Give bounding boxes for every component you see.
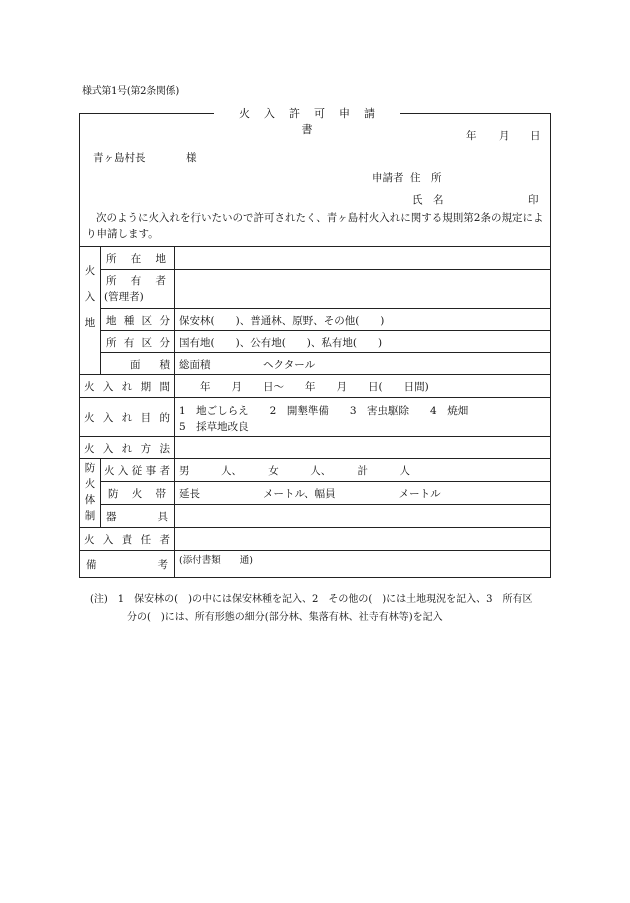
form-title: 火入許可申請書 [214, 105, 400, 137]
row-line [100, 352, 551, 353]
group-col-line [100, 246, 101, 374]
value-land-type: 保安林( )、普通林、原野、その他( ) [179, 315, 385, 327]
name-label: 氏 名 [412, 194, 444, 206]
intro-text: 次のように火入れを行いたいので許可されたく、青ヶ島村火入れに関する規則第2条の規定により申請します。 [86, 212, 544, 240]
group-col-line [100, 458, 101, 527]
value-workers: 男 人、 女 人、 計 人 [179, 465, 410, 477]
row-line [100, 330, 551, 331]
year-label: 年 [466, 130, 477, 142]
label-area: 面積 [130, 359, 170, 371]
note-line-1: (注) 1 保安林の( )の中には保安林種を記入、2 その他の( )には土地現況を記入、3 所有区 [90, 594, 533, 605]
applicant-label: 申請者 [372, 172, 404, 184]
form-number: 様式第1号(第2条関係) [82, 86, 179, 97]
row-line [79, 397, 551, 398]
row-line [79, 436, 551, 437]
label-period: 火入れ期間 [84, 381, 170, 393]
label-firebreak: 防火帯 [108, 488, 166, 500]
row-line [79, 550, 551, 551]
row-line [100, 504, 551, 505]
label-owner: 所有者 [106, 275, 166, 287]
value-period: 年 月 日〜 年 月 日( 日間) [200, 381, 429, 393]
month-label: 月 [499, 130, 510, 142]
honorific: 様 [186, 152, 197, 164]
label-responsible: 火入責任者 [84, 534, 170, 546]
address-label: 住 所 [410, 172, 442, 184]
row-line [100, 269, 551, 270]
row-line [100, 481, 551, 482]
label-land-type: 地種区分 [106, 315, 170, 327]
addressee: 青ヶ島村長 [93, 152, 146, 164]
day-label: 日 [530, 130, 541, 142]
value-purpose-line2: 5 採草地改良 [179, 421, 249, 433]
label-col-line [174, 246, 175, 578]
label-purpose: 火入れ目的 [84, 412, 170, 424]
label-equipment: 器具 [106, 511, 168, 523]
label-remarks: 備考 [86, 559, 168, 571]
value-firebreak: 延長 メートル、幅員 メートル [179, 488, 441, 500]
label-workers: 火入従事者 [104, 465, 170, 477]
table-top-line [79, 246, 551, 247]
value-purpose-line1: 1 地ごしらえ 2 開墾準備 3 害虫駆除 4 焼畑 [179, 405, 469, 417]
label-owner-sub: (管理者) [104, 291, 144, 303]
label-method: 火入れ方法 [84, 443, 170, 455]
row-line [79, 374, 551, 375]
label-location: 所在地 [106, 253, 166, 265]
label-ownership: 所有区分 [106, 337, 170, 349]
row-line [79, 458, 551, 459]
row-line [79, 527, 551, 528]
note-line-2: 分の( )には、所有形態の細分(部分林、集落有林、社寺有林等)を記入 [127, 612, 443, 623]
group-fire-prevention: 防火体制 [84, 462, 96, 522]
seal-label: 印 [528, 194, 539, 206]
value-area: 総面積 ヘクタール [179, 359, 316, 371]
row-line [100, 308, 551, 309]
value-remarks: (添付書類 通) [179, 555, 253, 566]
group-fire-site: 火入地 [84, 265, 96, 329]
value-ownership: 国有地( )、公有地( )、私有地( ) [179, 337, 383, 349]
